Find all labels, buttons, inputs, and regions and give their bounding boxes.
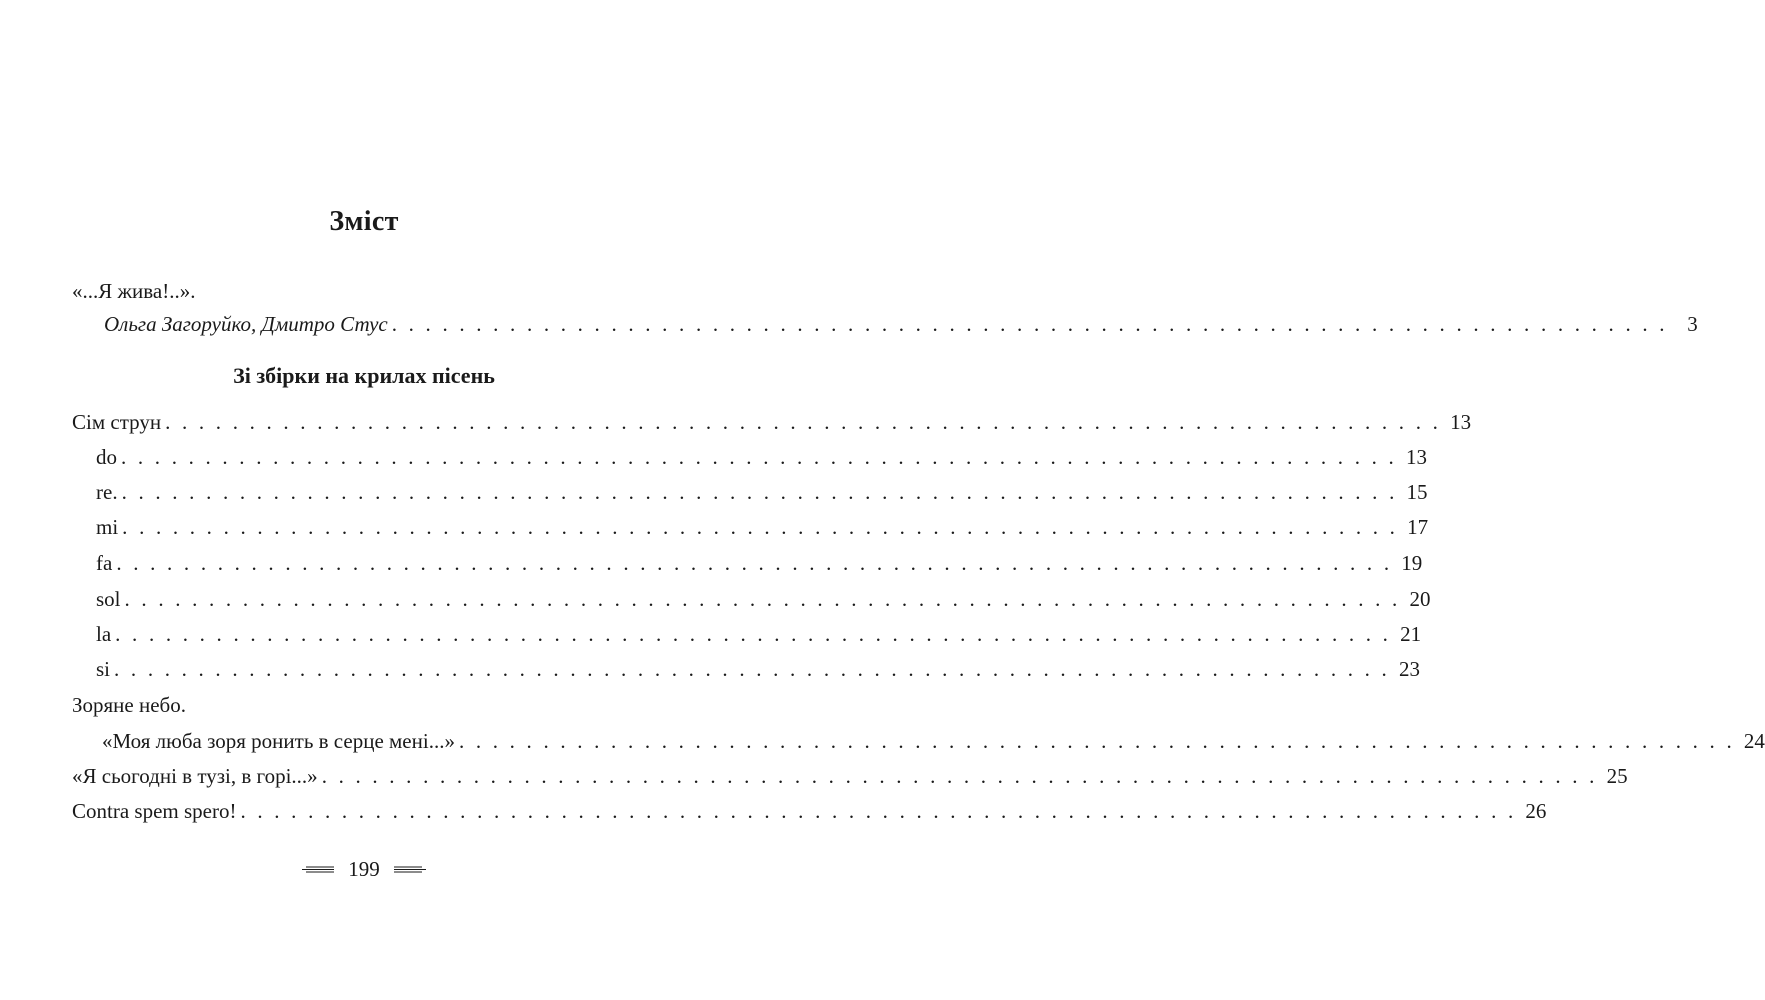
- dot-leader: . . . . . . . . . . . . . . . . . . . . . . . . . . . . . . . . . . . . . . . . . . . . . . . . . . . . . . . . . . . . . . . . . . . . . . . . . . . .: [121, 445, 1397, 469]
- dot-leader: . . . . . . . . . . . . . . . . . . . . . . . . . . . . . . . . . . . . . . . . . . . . . . . . . . . . . . . . . . . . . . . . . . . . . . . . . . . .: [124, 587, 1401, 611]
- toc-entry[interactable]: [96, 655, 1420, 683]
- toc-entry[interactable]: [96, 443, 1427, 471]
- dot-leader: . . . . . . . . . . . . . . . . . . . . . . . . . . . . . . . . . . . . . . . . . . . . . . . . . . . . . . . . . . . . . . . . . . . . . . . . . . . .: [115, 622, 1392, 646]
- page-number: 13: [1450, 410, 1472, 434]
- dot-leader: . . . . . . . . . . . . . . . . . . . . . . . . . . . . . . . . . . . . . . . . . . . . . . . . . . . . . . . . . . . . . . . . . . . . . . . . . . . .: [122, 515, 1399, 539]
- page-number: 19: [1401, 551, 1423, 575]
- left-rule-ornament: [302, 864, 334, 874]
- dot-leader: . . . . . . . . . . . . . . . . . . . . . . . . . . . . . . . . . . . . . . . . . . . . . . . . . . . . . . . . . . . . . . . . . . . . . . . . . . . .: [391, 312, 1668, 336]
- toc-entry-label: Сім струн: [72, 410, 162, 434]
- toc-entry-intro[interactable]: [104, 310, 1698, 338]
- page-number: 13: [1405, 445, 1427, 469]
- dot-leader: . . . . . . . . . . . . . . . . . . . . . . . . . . . . . . . . . . . . . . . . . . . . . . . . . . . . . . . . . . . . . . . . . . . . . . . . . . . .: [121, 480, 1398, 504]
- section-title: Зі збірки на крилах пісень: [233, 363, 495, 388]
- right-rule-ornament: [394, 864, 426, 874]
- toc-entry[interactable]: [72, 797, 1547, 825]
- toc-entry-authors: Ольга Загоруйко, Дмитро Стус: [104, 312, 388, 336]
- page-title: Зміст: [329, 206, 399, 237]
- toc-entry-label: si: [96, 657, 111, 681]
- page-number: 24: [1743, 729, 1765, 753]
- dot-leader: . . . . . . . . . . . . . . . . . . . . . . . . . . . . . . . . . . . . . . . . . . . . . . . . . . . . . . . . . . . . . . . . . . . . . . . . . . . .: [240, 799, 1517, 823]
- toc-entry-label: sol: [96, 587, 121, 611]
- toc-entry-label: re.: [96, 480, 118, 504]
- toc-entry[interactable]: [72, 762, 1628, 790]
- toc-entry-label: Contra spem spero!: [72, 799, 237, 823]
- page-number: 21: [1400, 622, 1422, 646]
- toc-entry-label: do: [96, 445, 117, 469]
- dot-leader: . . . . . . . . . . . . . . . . . . . . . . . . . . . . . . . . . . . . . . . . . . . . . . . . . . . . . . . . . . . . . . . . . . . . . . . . . . . .: [321, 764, 1598, 788]
- dot-leader: . . . . . . . . . . . . . . . . . . . . . . . . . . . . . . . . . . . . . . . . . . . . . . . . . . . . . . . . . . . . . . . . . . . . . . . . . . . .: [165, 410, 1442, 434]
- toc-entry[interactable]: [96, 620, 1422, 648]
- toc-entry-label: mi: [96, 515, 119, 539]
- toc-entry-label: la: [96, 622, 112, 646]
- toc-entry[interactable]: [96, 585, 1431, 613]
- toc-entry[interactable]: [72, 408, 1472, 436]
- page-number: 25: [1606, 764, 1628, 788]
- page-number: 26: [1525, 799, 1547, 823]
- dot-leader: . . . . . . . . . . . . . . . . . . . . . . . . . . . . . . . . . . . . . . . . . . . . . . . . . . . . . . . . . . . . . . . . . . . . . . . . . . . .: [458, 729, 1735, 753]
- folio: [0, 855, 728, 883]
- page-number: 20: [1409, 587, 1431, 611]
- page-number: 3: [1687, 312, 1698, 336]
- page-number: 17: [1407, 515, 1429, 539]
- toc-entry[interactable]: [96, 478, 1428, 506]
- page-number: 15: [1406, 480, 1428, 504]
- toc-entry[interactable]: [102, 727, 1765, 755]
- toc-entry-label: «Моя люба зоря ронить в серце мені...»: [102, 729, 455, 753]
- toc-entry[interactable]: [96, 549, 1423, 577]
- zoriane-title: Зоряне небо.: [72, 693, 186, 717]
- toc-entry-label: fa: [96, 551, 113, 575]
- folio-number: 199: [348, 857, 380, 881]
- dot-leader: . . . . . . . . . . . . . . . . . . . . . . . . . . . . . . . . . . . . . . . . . . . . . . . . . . . . . . . . . . . . . . . . . . . . . . . . . . . .: [114, 657, 1390, 681]
- dot-leader: . . . . . . . . . . . . . . . . . . . . . . . . . . . . . . . . . . . . . . . . . . . . . . . . . . . . . . . . . . . . . . . . . . . . . . . . . . . .: [116, 551, 1393, 575]
- intro-title: «...Я жива!..».: [72, 279, 196, 303]
- toc-entry[interactable]: [96, 513, 1429, 541]
- toc-entry-label: «Я сьогодні в тузі, в горі...»: [72, 764, 318, 788]
- page-number: 23: [1398, 657, 1420, 681]
